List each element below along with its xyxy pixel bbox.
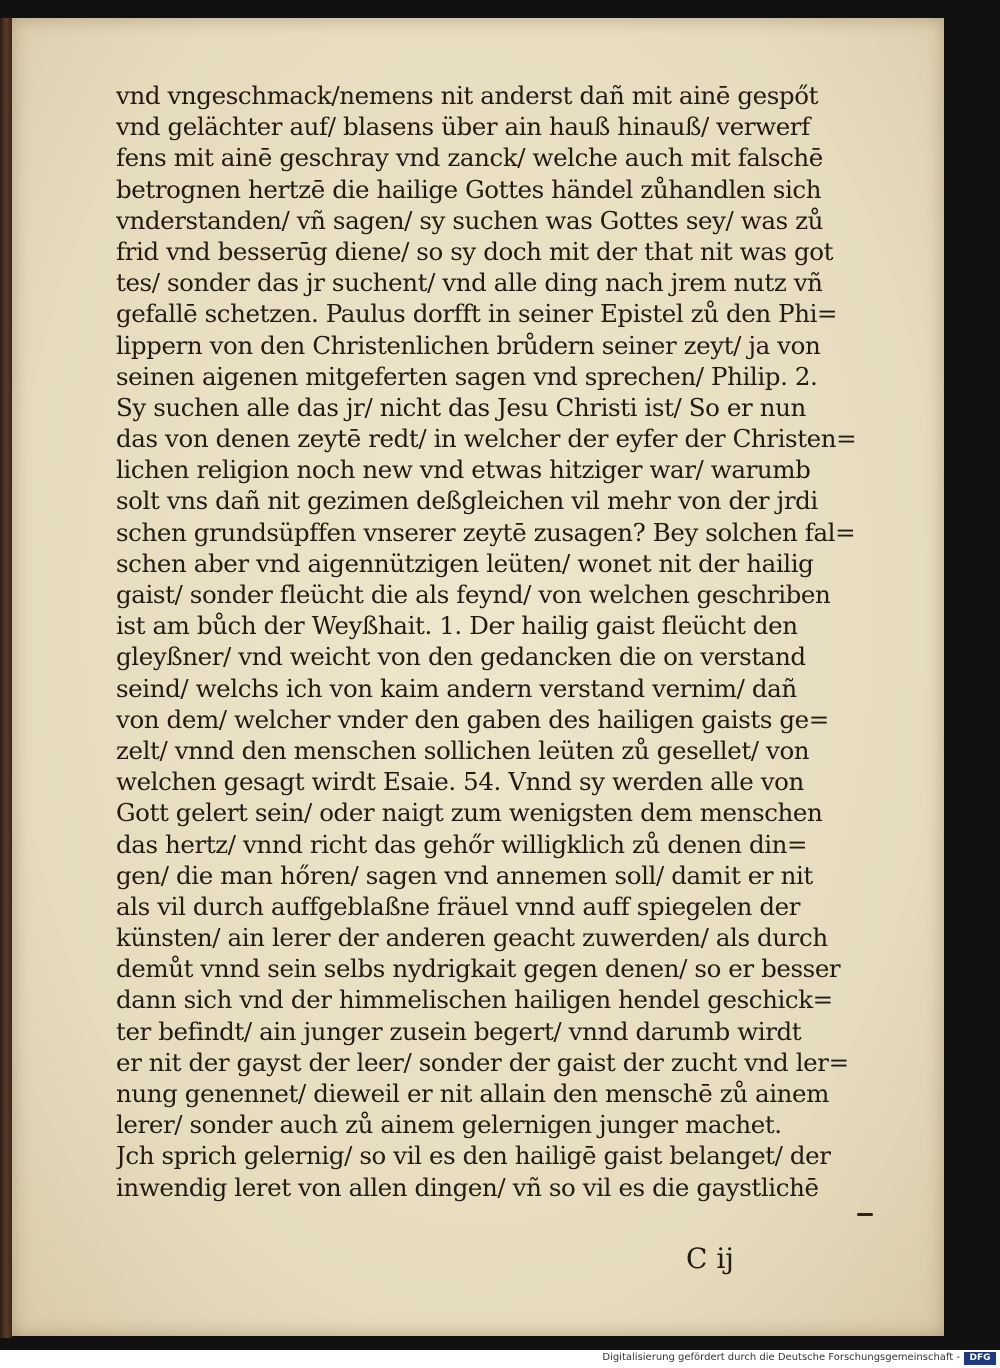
text-line: demůt vnnd sein selbs nydrigkait gegen denen/ so er besser <box>116 954 841 984</box>
text-line: das von denen zeytē redt/ in welcher der eyfer der Christen= <box>116 424 856 454</box>
book-page <box>12 18 944 1336</box>
text-line: ter befindt/ ain junger zusein begert/ vnnd darumb wirdt <box>116 1016 802 1046</box>
text-line: vnd vngeschmack/nemens nit anderst dañ mit ainē gespőt <box>116 81 819 110</box>
signature-mark: C ij <box>686 1242 734 1275</box>
text-line: inwendig leret von allen dingen/ vñ so vil es die gaystlichē <box>116 1172 819 1202</box>
dfg-logo: DFG <box>964 1352 996 1365</box>
text-line: er nit der gayst der leer/ sonder der gaist der zucht vnd ler= <box>116 1047 849 1077</box>
text-line: Sy suchen alle das jr/ nicht das Jesu Christi ist/ So er nun <box>116 392 806 422</box>
text-line: seind/ welchs ich von kaim andern verstand vernim/ dañ <box>116 673 797 703</box>
text-line: dann sich vnd der himmelischen hailigen hendel geschick= <box>116 985 833 1015</box>
text-line: als vil durch auffgeblaßne fräuel vnnd auff spiegelen der <box>116 891 801 921</box>
text-line: betrognen hertzē die hailige Gottes händel zůhandlen sich <box>116 174 822 204</box>
text-line: vnd gelächter auf/ blasens über ain hauß hinauß/ verwerf <box>116 112 810 142</box>
page-text <box>116 80 856 1203</box>
text-line: tes/ sonder das jr suchent/ vnd alle ding nach jrem nutz vñ <box>116 268 823 298</box>
text-line: Gott gelert sein/ oder naigt zum wenigsten dem menschen <box>116 798 823 828</box>
text-line: lippern von den Christenlichen brůdern seiner zeyt/ ja von <box>116 330 821 360</box>
text-line: welchen gesagt wirdt Esaie. 54. Vnnd sy werden alle von <box>116 767 804 797</box>
text-line: lichen religion noch new vnd etwas hitziger war/ warumb <box>116 455 811 485</box>
text-line: schen aber vnd aigennützigen leüten/ wonet nit der hailig <box>116 548 814 578</box>
text-line: fens mit ainē geschray vnd zanck/ welche auch mit falschē <box>116 143 823 173</box>
text-line: gleyßner/ vnd weicht von den gedancken die on verstand <box>116 642 806 672</box>
text-line: vnderstanden/ vñ sagen/ sy suchen was Gottes sey/ was zů <box>116 205 824 235</box>
text-line: Jch sprich gelernig/ so vil es den hailigē gaist belanget/ der <box>116 1141 831 1171</box>
footer <box>0 1350 1000 1368</box>
text-line: gaist/ sonder fleücht die als feynd/ von welchen geschriben <box>116 580 831 609</box>
text-line: gefallē schetzen. Paulus dorfft in seiner Epistel zů den Phi= <box>116 299 838 329</box>
text-line: ist am bůch der Weyßhait. 1. Der hailig gaist fleücht den <box>116 611 798 641</box>
text-line: zelt/ vnnd den menschen sollichen leüten zů gesellet/ von <box>116 735 810 765</box>
footer-credit: Digitalisierung gefördert durch die Deutsche Forschungsgemeinschaft - <box>602 1352 960 1363</box>
text-line: das hertz/ vnnd richt das gehőr willigklich zů denen din= <box>116 829 808 859</box>
text-line: von dem/ welcher vnder den gaben des hailigen gaists ge= <box>116 704 829 734</box>
text-line: künsten/ ain lerer der anderen geacht zuwerden/ als durch <box>116 923 828 953</box>
text-line: gen/ die man hőren/ sagen vnd annemen soll/ damit er nit <box>116 860 813 890</box>
text-line: lerer/ sonder auch zů ainem gelernigen junger machet. <box>116 1110 782 1140</box>
book-spine <box>0 18 12 1338</box>
text-line: seinen aigenen mitgeferten sagen vnd sprechen/ Philip. 2. <box>116 361 818 391</box>
text-line: schen grundsüpffen vnserer zeytē zusagen? Bey solchen fal= <box>116 517 856 547</box>
margin-mark <box>857 1213 873 1216</box>
text-line: nung genennet/ dieweil er nit allain den menschē zů ainem <box>116 1079 829 1108</box>
text-line: frid vnd besserūg diene/ so sy doch mit der that nit was got <box>116 236 834 266</box>
text-line: solt vns dañ nit gezimen deßgleichen vil mehr von der jrdi <box>116 486 818 516</box>
